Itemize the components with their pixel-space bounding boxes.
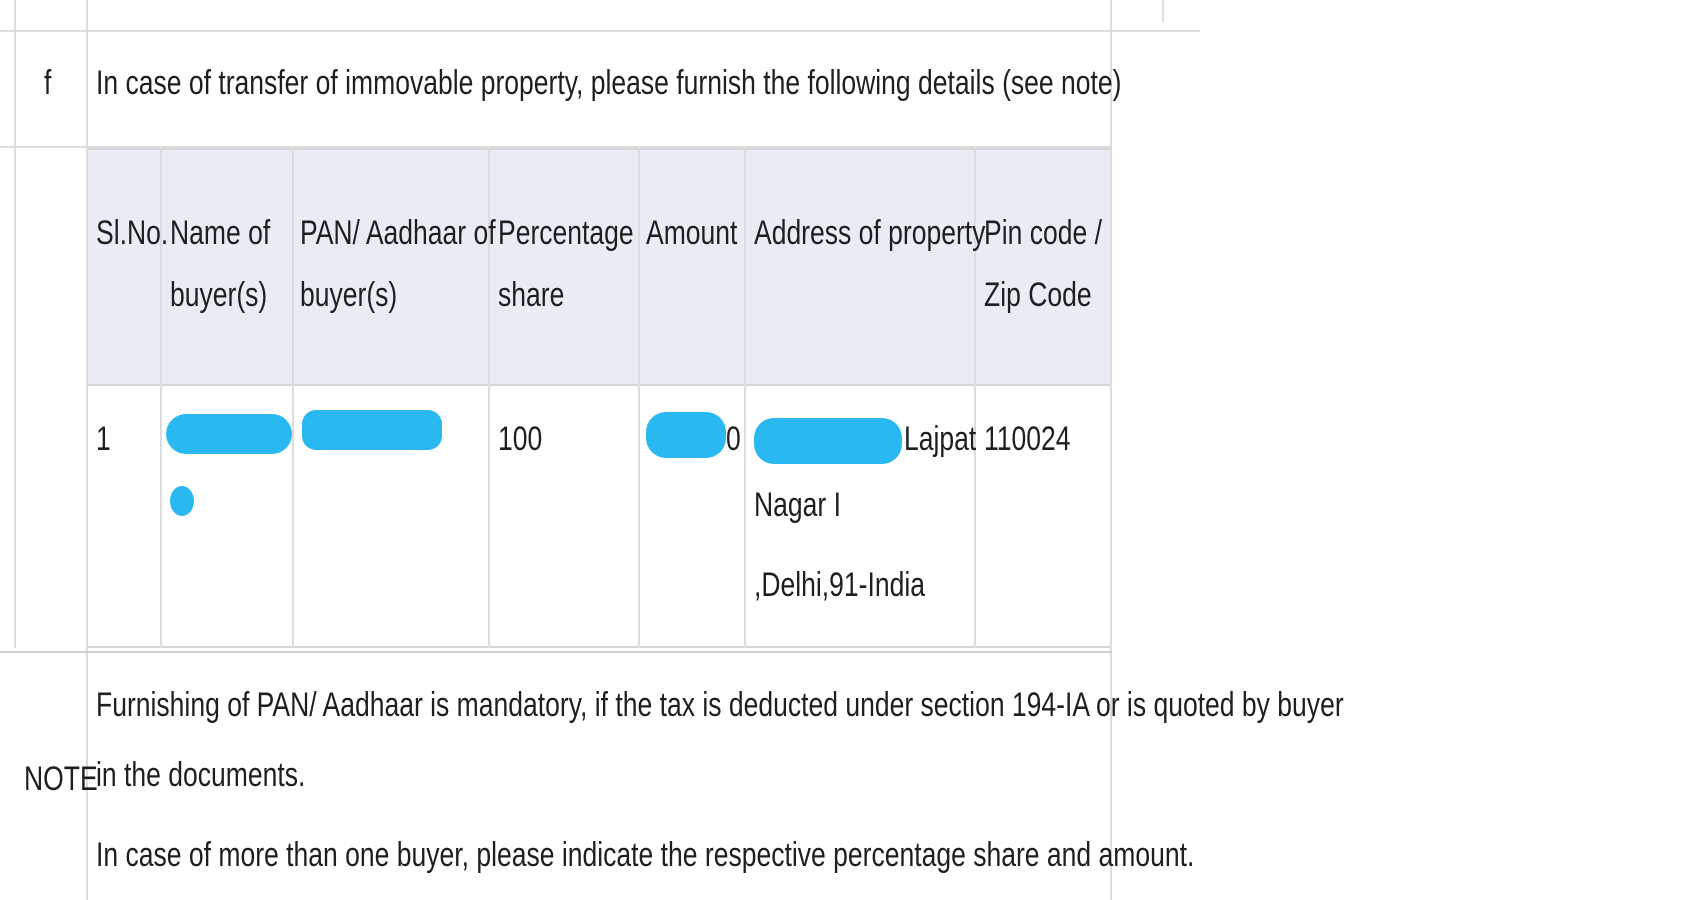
header-amount: Amount: [646, 214, 738, 252]
table-top-border: [88, 148, 1110, 150]
property-details-table: [88, 148, 1110, 648]
row-label: f: [44, 64, 52, 102]
header-percentage-share: Percentage share: [498, 214, 634, 314]
header-name-of-buyer: Name of buyer(s): [170, 214, 271, 314]
cell-pin-code: 110024: [984, 420, 1071, 458]
redacted-pan-aadhaar: [302, 410, 442, 450]
note-line-1: Furnishing of PAN/ Aadhaar is mandatory, if the tax is deducted under section 194-IA or is quoted by buyer: [96, 686, 1344, 724]
table-bottom-border: [88, 646, 1110, 648]
redacted-address: [754, 418, 902, 464]
cell-address-line2: Nagar I: [754, 486, 841, 524]
header-bottom-border: [88, 384, 1110, 386]
cell-percentage-share: 100: [498, 420, 543, 458]
cell-address-line3: ,Delhi,91-India: [754, 566, 926, 604]
section-heading: In case of transfer of immovable property, please furnish the following details (see note): [96, 64, 1122, 102]
header-address-of-property: Address of property: [754, 214, 986, 252]
redacted-buyer-name: [166, 414, 292, 454]
header-sl-no: Sl.No.: [96, 214, 169, 252]
header-pin-code: Pin code / Zip Code: [984, 214, 1102, 314]
note-line-2: in the documents.: [96, 756, 306, 794]
header-pan-aadhaar: PAN/ Aadhaar of buyer(s): [300, 214, 496, 314]
note-label: NOTE: [24, 760, 98, 798]
redacted-amount: [646, 412, 726, 458]
top-rule: [0, 30, 1200, 32]
cell-sl-no: 1: [96, 420, 111, 458]
left-outer-border: [14, 0, 16, 648]
right-inner-divider: [1162, 0, 1164, 22]
cell-address-line1: Lajpat: [904, 420, 977, 458]
redacted-buyer-name-line2: [170, 486, 194, 516]
note-line-3: In case of more than one buyer, please indicate the respective percentage share and amount.: [96, 836, 1195, 874]
note-rule: [0, 651, 1112, 653]
right-column-divider: [1110, 0, 1112, 900]
cell-amount-suffix: 0: [726, 420, 741, 458]
